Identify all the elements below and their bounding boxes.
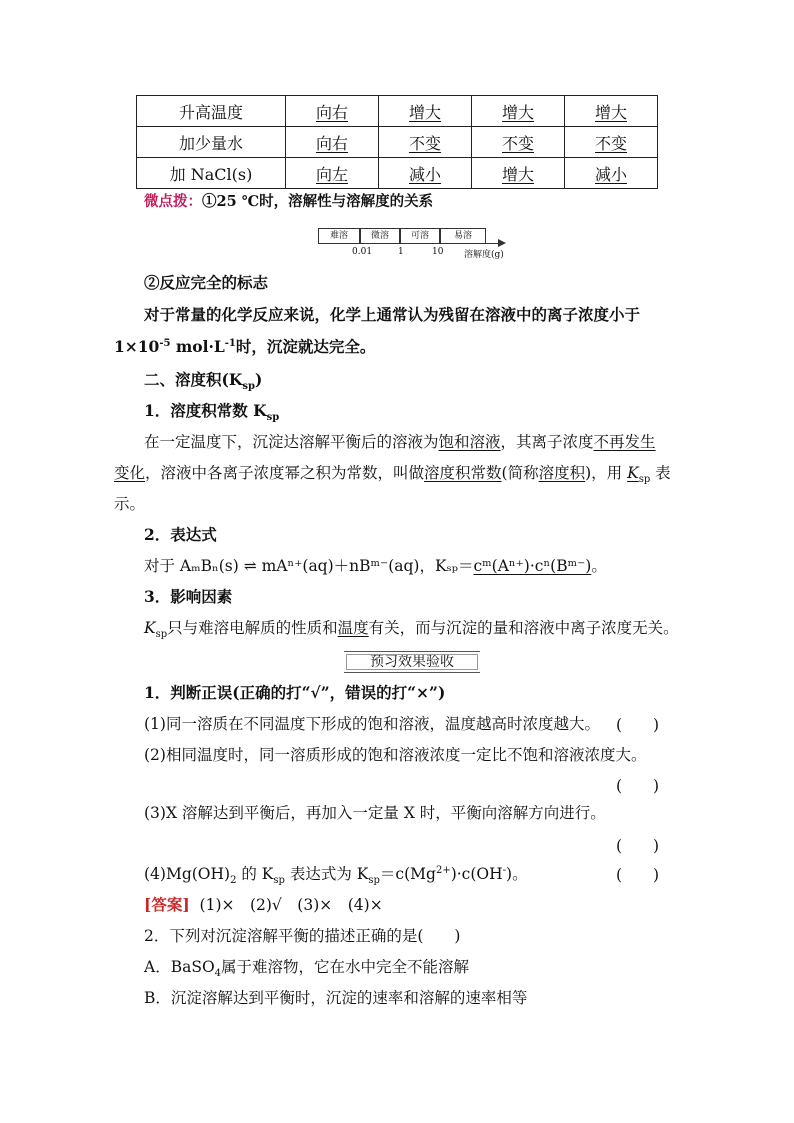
- table-cell: 不变: [379, 127, 472, 158]
- table-cell: 向右: [286, 127, 379, 158]
- option-a: A．BaSO$_4$属于难溶物，它在水中完全不能溶解: [144, 958, 470, 980]
- question-item: $(4)Mg(OH)_2$ 的 $K_{sp}$ 表达式为 $K_{sp}=c(Mg^{2+})\cdot c(OH^-)$。: [144, 864, 528, 887]
- arrow-icon: [498, 239, 506, 247]
- answer-line: [答案] (1)× (2)√ (3)× (4)×: [144, 895, 383, 914]
- section-title: 二、溶度积$(K_{sp})$: [144, 370, 263, 393]
- question-title: 1．判断正误(正确的打“√”，错误的打“×”): [144, 683, 446, 702]
- scale-axis: [318, 243, 500, 244]
- section-banner: 预习效果验收: [344, 651, 480, 673]
- answer-label: [答案]: [144, 895, 190, 914]
- question-title: 2．下列对沉淀溶解平衡的描述正确的是( ): [144, 927, 461, 945]
- scale-tick: 0.01: [352, 247, 373, 257]
- table-cell: 加少量水: [137, 127, 286, 158]
- question-item: (1)同一溶质在不同温度下形成的饱和溶液，温度越高时浓度越大。: [144, 715, 600, 733]
- answer-blank: ( ): [616, 777, 660, 795]
- scale-axis-label: 溶解度(g): [464, 250, 504, 260]
- answer-blank: ( ): [616, 837, 660, 855]
- tip-line: [144, 191, 433, 213]
- solubility-scale: [318, 228, 508, 264]
- subsection-title: 2．表达式: [144, 525, 217, 544]
- table-cell: 向左: [286, 158, 379, 189]
- scale-segment: 可溶: [400, 228, 440, 244]
- question-item: (2)相同温度时，同一溶质形成的饱和溶液浓度一定比不饱和溶液浓度大。: [144, 746, 647, 764]
- option-b: B．沉淀溶解达到平衡时，沉淀的速率和溶解的速率相等: [144, 989, 528, 1007]
- expression-line: 对于 AₘBₙ(s) ⇌ mAⁿ⁺(aq)＋nBᵐ⁻(aq)，Kₛₚ＝cᵐ(Aⁿ⁺)·cⁿ(Bᵐ⁻)。: [144, 557, 607, 575]
- answer-blank: ( ): [616, 716, 660, 734]
- question-item: (3)X 溶解达到平衡后，再加入一定量 X 时，平衡向溶解方向进行。: [144, 804, 606, 822]
- tip-label: 微点拨：: [144, 193, 202, 210]
- subsection-title: 1．溶度积常数 $K_{sp}$: [144, 401, 280, 424]
- table-cell: 增大: [472, 96, 565, 127]
- table-cell: 不变: [565, 127, 658, 158]
- table-cell: 增大: [472, 158, 565, 189]
- table-row: [137, 158, 658, 189]
- table-cell: 增大: [565, 96, 658, 127]
- scale-segment: 微溶: [360, 228, 400, 244]
- scale-segment: 易溶: [440, 228, 486, 244]
- subsection-title: 3．影响因素: [144, 587, 233, 606]
- scale-tick: 10: [432, 247, 444, 257]
- table-row: [137, 127, 658, 158]
- table-cell: 减小: [565, 158, 658, 189]
- s1-line1: 在一定温度下，沉淀达溶解平衡后的溶液为饱和溶液，其离子浓度不再发生: [144, 433, 656, 451]
- scale-tick: 1: [398, 247, 404, 257]
- p2-line2: $1\times 10^{-5}$ $mol\cdot L^{-1}$时，沉淀就达完全。: [114, 337, 376, 356]
- scale-segment: 难溶: [318, 228, 360, 244]
- p2-line1: 对于常量的化学反应来说，化学上通常认为残留在溶液中的离子浓度小于: [144, 305, 641, 324]
- table-cell: 减小: [379, 158, 472, 189]
- factors-line: $K_{sp}$只与难溶电解质的性质和温度有关，而与沉淀的量和溶液中离子浓度无关。: [144, 619, 679, 641]
- p2-heading: ②反应完全的标志: [144, 273, 269, 292]
- equilibrium-table: [136, 95, 658, 189]
- table-cell: 向右: [286, 96, 379, 127]
- table-cell: 不变: [472, 127, 565, 158]
- s1-line3: 示。: [114, 495, 146, 513]
- answer-blank: ( ): [616, 866, 660, 884]
- table-cell: 增大: [379, 96, 472, 127]
- table-cell: 加 NaCl(s): [137, 158, 286, 189]
- table-row: [137, 96, 658, 127]
- s1-line2: 变化，溶液中各离子浓度幂之积为常数，叫做溶度积常数(简称溶度积)，用 $K_{sp}$ 表: [114, 464, 671, 486]
- tip-text: ①25 ℃时，溶解性与溶解度的关系: [202, 193, 434, 210]
- table-cell: 升高温度: [137, 96, 286, 127]
